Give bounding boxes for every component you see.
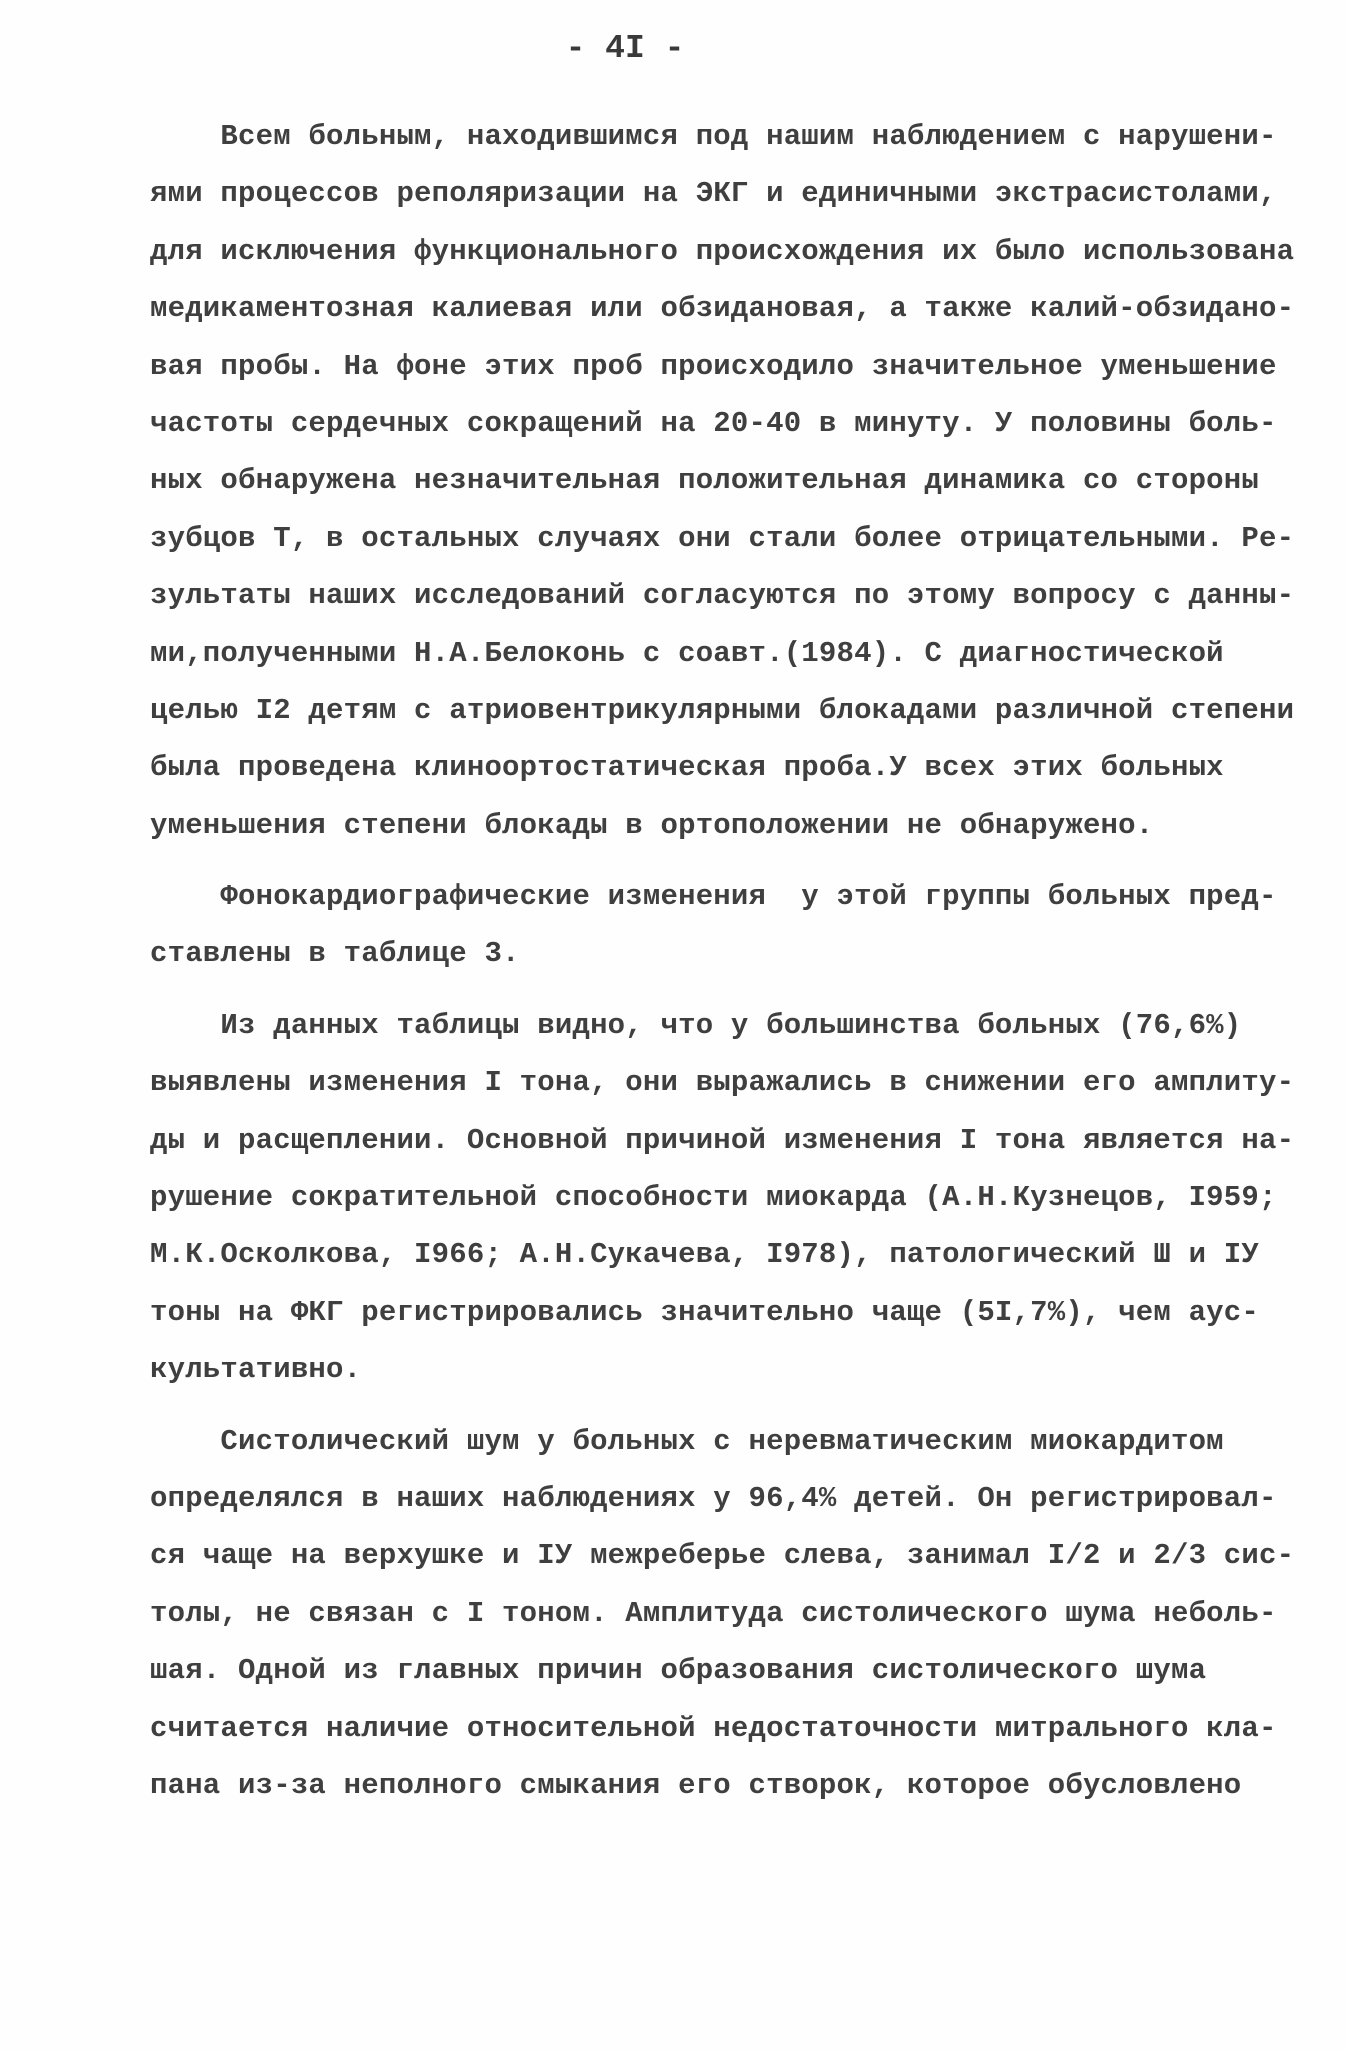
text-line: зубцов Т, в остальных случаях они стали более отрицательными. Ре- [150, 521, 1295, 555]
text-line: М.К.Осколкова, I966; А.Н.Сукачева, I978), патологический Ш и IУ [150, 1238, 1259, 1272]
text-line: ды и расщеплении. Основной причиной изменения I тона является на- [150, 1123, 1295, 1157]
paragraph-gap [150, 854, 1280, 868]
text-line: ми,полученными Н.А.Белоконь с соавт.(1984). С диагностической [150, 636, 1224, 670]
text-line: целью I2 детям с атриовентрикулярными блокадами различной степени [150, 693, 1295, 727]
text-line: частоты сердечных сокращений на 20-40 в минуту. У половины боль- [150, 406, 1277, 440]
text-line: Фонокардиографические изменения у этой группы больных пред- [150, 880, 1277, 914]
text-line: вая пробы. На фоне этих проб происходило значительное уменьшение [150, 349, 1277, 383]
text-line: для исключения функционального происхождения их было использована [150, 234, 1295, 268]
text-line: Систолический шум у больных с неревматическим миокардитом [150, 1424, 1224, 1458]
text-line: ями процессов реполяризации на ЭКГ и единичными экстрасистолами, [150, 177, 1277, 211]
text-line: культативно. [150, 1353, 362, 1387]
page-number: - 4I - [565, 30, 685, 67]
text-line: Всем больным, находившимся под нашим наблюдением с нарушени- [150, 120, 1277, 153]
text-line: тоны на ФКГ регистрировались значительно чаще (5I,7%), чем аус- [150, 1295, 1259, 1329]
paragraph-4 [150, 1413, 1295, 1815]
text-line: ся чаще на верхушке и IУ межреберье слева, занимал I/2 и 2/3 сис- [150, 1539, 1295, 1573]
text-line: выявлены изменения I тона, они выражались в снижении его амплиту- [150, 1066, 1295, 1100]
text-line: была проведена клиноортостатическая проба.У всех этих больных [150, 751, 1224, 785]
text-line: ставлены в таблице 3. [150, 937, 520, 971]
paragraph-2 [150, 868, 1280, 983]
text-line: зультаты наших исследований согласуются по этому вопросу с данны- [150, 579, 1295, 613]
paragraph-1 [150, 108, 1295, 854]
document-body [150, 108, 1295, 1814]
text-line: считается наличие относительной недостаточности митрального кла- [150, 1711, 1277, 1745]
paragraph-3 [150, 997, 1295, 1399]
text-line: рушение сократительной способности миокарда (А.Н.Кузнецов, I959; [150, 1181, 1277, 1215]
text-line: толы, не связан с I тоном. Амплитуда систолического шума неболь- [150, 1596, 1277, 1630]
text-line: уменьшения степени блокады в ортоположении не обнаружено. [150, 808, 1154, 842]
text-line: шая. Одной из главных причин образования систолического шума [150, 1654, 1207, 1688]
paragraph-gap [150, 983, 1280, 997]
text-line: пана из-за неполного смыкания его створок, которое обусловлено [150, 1768, 1242, 1802]
text-line: определялся в наших наблюдениях у 96,4% детей. Он регистрировал- [150, 1481, 1277, 1515]
text-line: Из данных таблицы видно, что у большинства больных (76,6%) [150, 1008, 1242, 1042]
text-line: ных обнаружена незначительная положительная динамика со стороны [150, 464, 1259, 498]
text-line: медикаментозная калиевая или обзидановая, а также калий-обзидано- [150, 292, 1295, 326]
paragraph-gap [150, 1399, 1280, 1413]
